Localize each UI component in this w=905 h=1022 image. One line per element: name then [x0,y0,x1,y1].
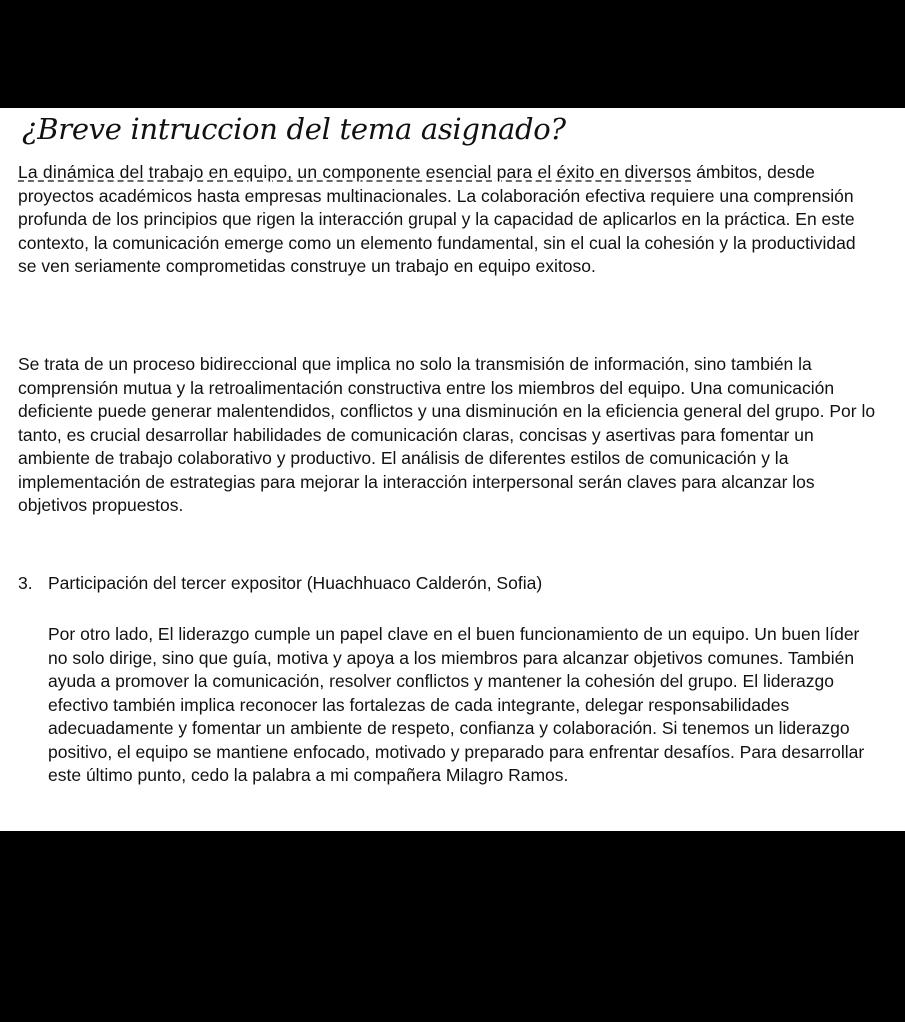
list-item-third-speaker [18,572,542,596]
paragraph-intro-rest: ámbitos, desde proyectos académicos hasta empresas multinacionales. La colaboración efectiva requiere una comprensión profunda de los principios que rigen la interacción grupal y la capacidad de aplicarlos en la práctica. En este contexto, la comunicación emerge como un elemento fundamental, sin el cual la cohesión y la productividad se ven seriamente comprometidas construye un trabajo en equipo exitoso. [18,162,856,276]
paragraph-intro-first-line: La dinámica del trabajo en equipo, un componente esencial para el éxito en diversos [18,162,692,182]
paragraph-communication: Se trata de un proceso bidireccional que implica no solo la transmisión de información, sino también la comprensión mutua y la retroalimentación constructiva entre los miembros del equipo. Una comunicación deficiente puede generar malentendidos, conflictos y una disminución en la eficiencia general del grupo. Por lo tanto, es crucial desarrollar habilidades de comunicación claras, concisas y asertivas para fomentar un ambiente de trabajo colaborativo y productivo. El análisis de diferentes estilos de comunicación y la implementación de estrategias para mejorar la interacción interpersonal serán claves para alcanzar los objetivos propuestos. [18,354,876,515]
paragraph-intro [18,161,878,279]
document-page [0,108,905,831]
list-item-number: 3. [18,573,33,593]
paragraph-leadership: Por otro lado, El liderazgo cumple un papel clave en el buen funcionamiento de un equipo. Un buen líder no solo dirige, sino que guía, motiva y apoya a los miembros para alcanzar objetivos comunes. También ayuda a promover la comunicación, resolver conflictos y mantener la cohesión del grupo. El liderazgo efectivo también implica reconocer las fortalezas de cada integrante, delegar responsabilidades adecuadamente y fomentar un ambiente de respeto, confianza y colaboración. Si tenemos un liderazgo positivo, el equipo se mantiene enfocado, motivado y preparado para enfrentar desafíos. Para desarrollar este último punto, cedo la palabra a mi compañera Milagro Ramos. [48,624,865,785]
page-title: ¿Breve intruccion del tema asignado? [22,112,566,146]
list-item-text: Participación del tercer expositor (Huachhuaco Calderón, Sofia) [48,573,543,593]
